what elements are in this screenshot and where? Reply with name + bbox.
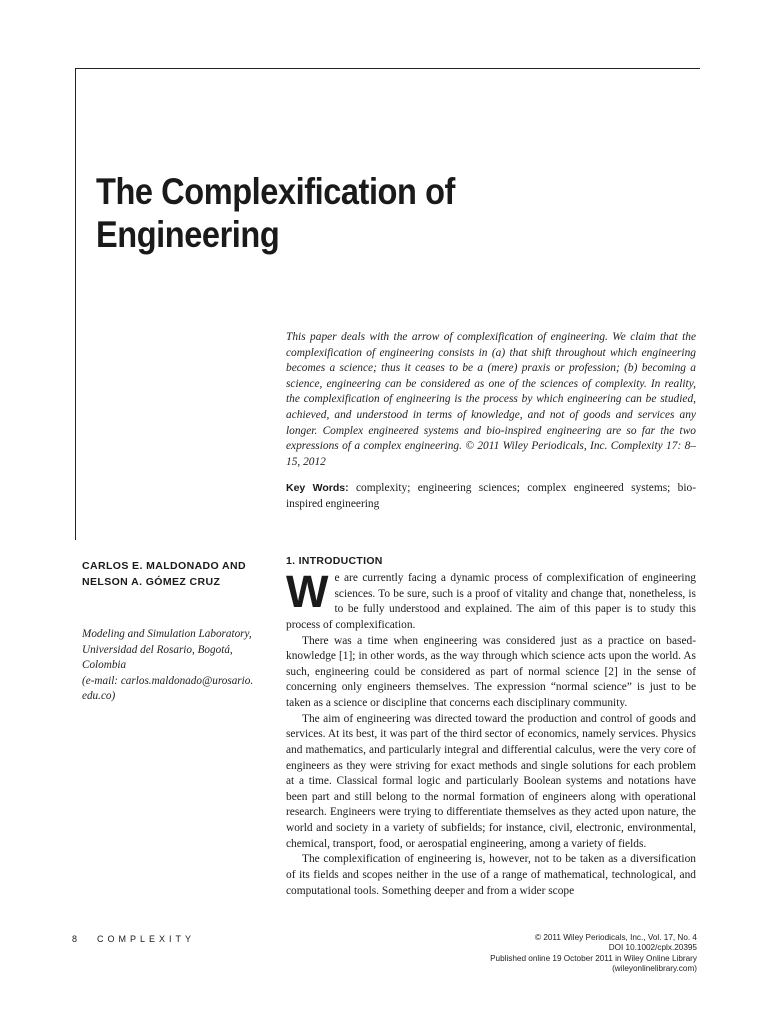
keywords (286, 481, 696, 512)
title-line-1: The Complexification of (96, 171, 455, 212)
affiliation-line-5: edu.co) (82, 690, 116, 703)
abstract: This paper deals with the arrow of complexification of engineering. We claim that the complexification of engineering consists in (a) that shift throughout which engineering becomes a science; thus it ceases to be a (mere) praxis or profession; (b) becoming a science, engineering can be considered as one of the sciences of complexity. In reality, the complexification of engineering is the process by which engineering can be studied, achieved, and understood in terms of knowledge, and not of goods and services any longer. Complex engineered systems and bio-inspired engineering are so far the two expressions of a complex engineering. © 2011 Wiley Periodicals, Inc. Complexity 17: 8–15, 2012 (286, 331, 696, 468)
paragraph-2: There was a time when engineering was considered just as a practice on based-knowledge [1]; in other words, as the way through which science acts upon the world. As such, engineering could be considered as part of normal science [2] in the sense of concerning only engineers themselves. The expression “normal science” is just to be taken as a science or discipline that concerns each disciplinary community. (286, 634, 696, 709)
authors (82, 559, 262, 590)
footer-line-2: DOI 10.1002/cplx.20395 (608, 943, 697, 953)
author-line-1: CARLOS E. MALDONADO AND (82, 560, 246, 572)
footer-publication-info (490, 933, 697, 975)
footer-line-3: Published online 19 October 2011 in Wiley Online Library (490, 953, 697, 963)
footer-left (72, 934, 195, 944)
author-line-2: NELSON A. GÓMEZ CRUZ (82, 575, 221, 588)
paragraph-3: The aim of engineering was directed toward the production and control of goods and services. At its best, it was part of the third sector of economics, namely services. Physics and mathematics, and particularly integral and differential calculus, were the very core of engineers as they were striving for exact methods and single solutions for each problem at a time. Classical formal logic and particularly Boolean systems and notations have been part and still belong to the normal formation of engineers along with operational research. Engineers were trying to differentiate themselves as they acted upon nature, the world and society in a variety of subfields; for instance, civil, electronic, environmental, chemical, transport, food, or aerospatial engineering, among a variety of fields. (286, 712, 696, 850)
frame-top-rule (75, 68, 700, 69)
journal-name: COMPLEXITY (97, 934, 196, 944)
paragraph-1-text: e are currently facing a dynamic process of complexification of engineering sciences. To be sure, such is a proof of vitality and change that, nonetheless, is to be fully understood and explained. The aim of this paper is to study this process of complexification. (286, 572, 696, 631)
drop-cap: W (286, 566, 329, 617)
affiliation-line-3: Colombia (82, 659, 127, 672)
affiliation-line-2: Universidad del Rosario, Bogotá, (82, 643, 233, 656)
article-title (96, 170, 554, 256)
affiliation-line-4: (e-mail: carlos.maldonado@urosario. (82, 674, 254, 687)
footer-line-1: © 2011 Wiley Periodicals, Inc., Vol. 17, No. 4 (535, 933, 697, 942)
section-heading: 1. INTRODUCTION (286, 555, 383, 567)
page-number: 8 (72, 934, 82, 944)
footer-line-4: (wileyonlinelibrary.com) (612, 964, 697, 974)
body-text (286, 566, 696, 899)
title-line-2: Engineering (96, 214, 280, 255)
keywords-text: complexity; engineering sciences; complex engineered systems; bio-inspired engineering (286, 482, 696, 510)
frame-left-rule (75, 68, 76, 540)
affiliation-line-1: Modeling and Simulation Laboratory, (82, 628, 252, 640)
affiliation (82, 627, 272, 705)
keywords-label: Key Words: (286, 482, 349, 494)
paragraph-1 (286, 566, 696, 634)
paragraph-4: The complexification of engineering is, however, not to be taken as a diversification of its fields and scopes neither in the use of a range of mathematical, technological, and computational tools. Something deeper and from a wider scope (286, 853, 696, 897)
